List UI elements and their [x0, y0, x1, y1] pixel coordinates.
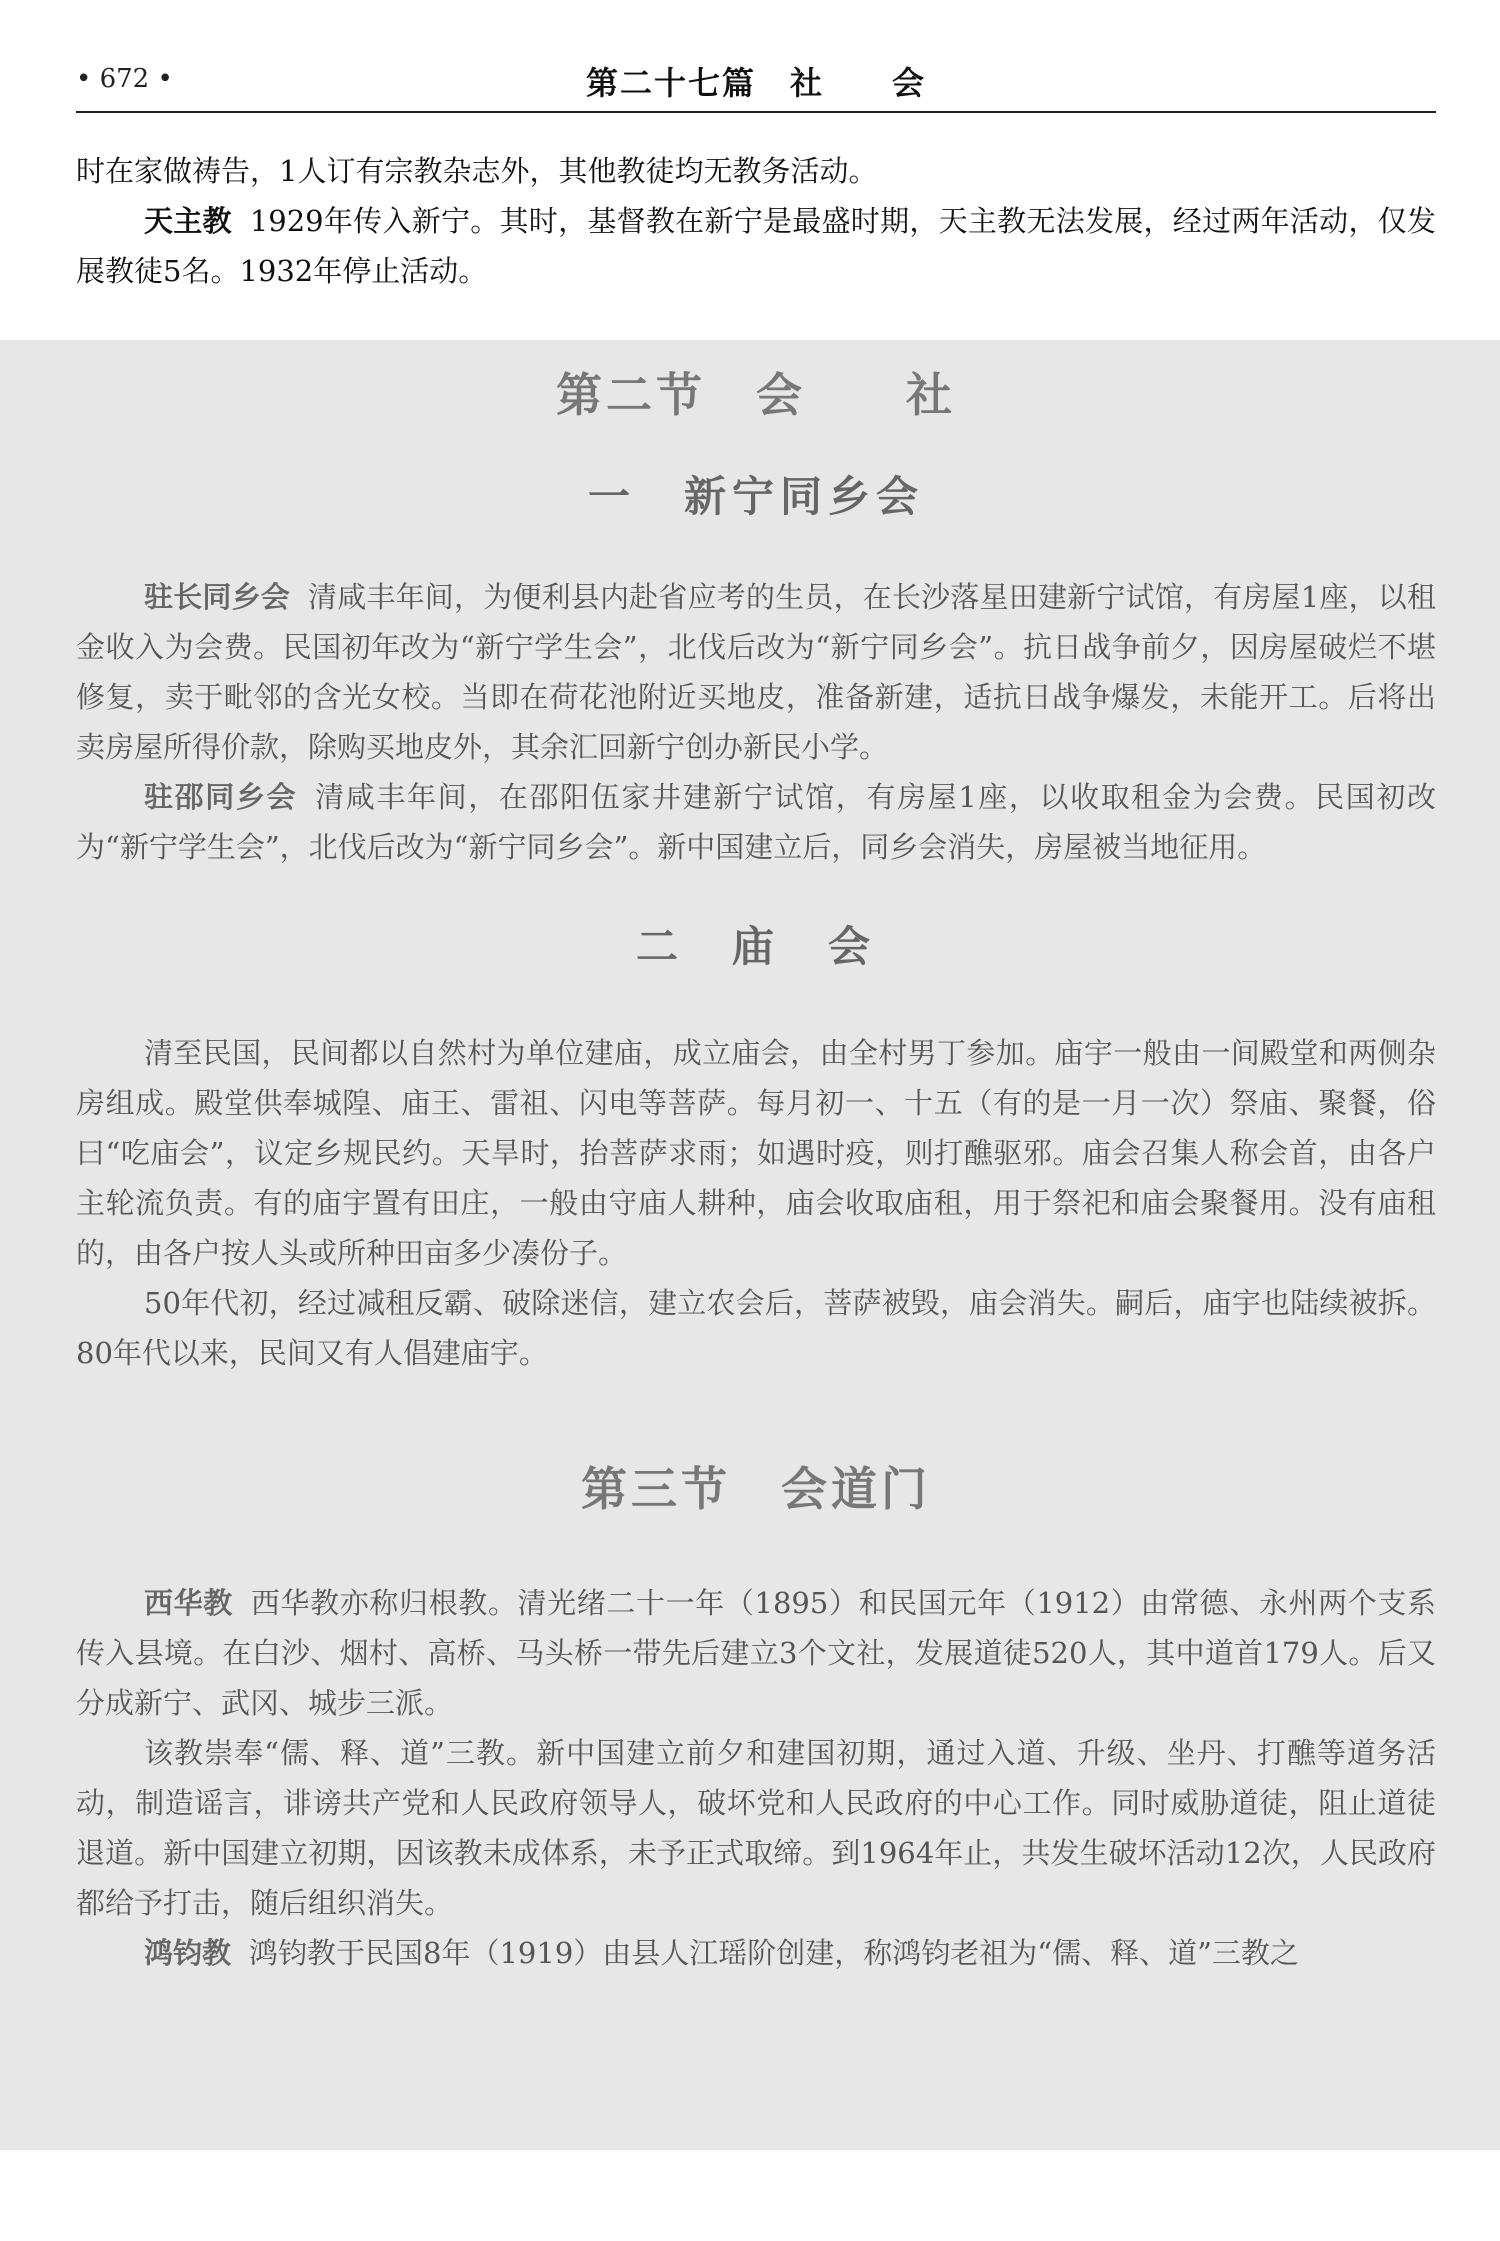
paragraph [76, 1928, 1436, 1978]
subsection-title: 二 庙 会 [635, 922, 876, 971]
paragraph: 时在家做祷告，1人订有宗教杂志外，其他教徒均无教务活动。 [76, 154, 878, 188]
paragraph-text: 1929年传入新宁。其时，基督教在新宁是最盛时期，天主教无法发展，经过两年活动，仅发展教徒5名。1932年停止活动。 [76, 204, 1436, 288]
section-title: 第二节 会 社 [556, 368, 956, 422]
paragraph: 该教崇奉“儒、释、道”三教。新中国建立前夕和建国初期，通过入道、升级、坐丹、打醮等道务活动，制造谣言，诽谤共产党和人民政府领导人，破坏党和人民政府的中心工作。同时威胁道徒，阻止道徒退道。新中国建立初期，因该教未成体系，未予正式取缔。到1964年止，共发生破坏活动12次，人民政府都给予打击，随后组织消失。 [76, 1736, 1436, 1920]
paragraph-text: 清咸丰年间，为便利县内赴省应考的生员，在长沙落星田建新宁试馆，有房屋1座，以租金收入为会费。民国初年改为“新宁学生会”，北伐后改为“新宁同乡会”。抗日战争前夕，因房屋破烂不堪修复，卖于毗邻的含光女校。当即在荷花池附近买地皮，准备新建，适抗日战争爆发，未能开工。后将出卖房屋所得价款，除购买地皮外，其余汇回新宁创办新民小学。 [76, 580, 1436, 764]
running-title: 第二十七篇 社 会 [585, 64, 926, 102]
term-heading: 天主教 [144, 204, 232, 238]
paragraph-text: 清咸丰年间，在邵阳伍家井建新宁试馆，有房屋1座，以收取租金为会费。民国初改为“新宁学生会”，北伐后改为“新宁同乡会”。新中国建立后，同乡会消失，房屋被当地征用。 [76, 780, 1436, 864]
top-text-block [76, 146, 1436, 296]
term-heading: 驻长同乡会 [144, 580, 290, 614]
paragraph-text: 西华教亦称归根教。清光绪二十一年（1895）和民国元年（1912）由常德、永州两个支系传入县境。在白沙、烟村、高桥、马头桥一带先后建立3个文社，发展道徒520人，其中道首179人。后又分成新宁、武冈、城步三派。 [76, 1586, 1436, 1720]
paragraph: 50年代初，经过减租反霸、破除迷信，建立农会后，菩萨被毁，庙会消失。嗣后，庙宇也陆续被拆。80年代以来，民间又有人倡建庙宇。 [76, 1286, 1436, 1370]
section-title: 第三节 会道门 [581, 1462, 931, 1516]
paragraph: 清至民国，民间都以自然村为单位建庙，成立庙会，由全村男丁参加。庙宇一般由一间殿堂和两侧杂房组成。殿堂供奉城隍、庙王、雷祖、闪电等菩萨。每月初一、十五（有的是一月一次）祭庙、聚餐，俗曰“吃庙会”，议定乡规民约。天旱时，抬菩萨求雨；如遇时疫，则打醮驱邪。庙会召集人称会首，由各户主轮流负责。有的庙宇置有田庄，一般由守庙人耕种，庙会收取庙租，用于祭祀和庙会聚餐用。没有庙租的，由各户按人头或所种田亩多少凑份子。 [76, 1036, 1436, 1270]
term-heading: 驻邵同乡会 [144, 780, 298, 814]
paragraph [76, 772, 1436, 872]
page-header [76, 58, 1436, 108]
highlighted-content [76, 340, 1436, 1978]
paragraph-text: 鸿钧教于民国8年（1919）由县人江瑶阶创建，称鸿钧老祖为“儒、释、道”三教之 [249, 1936, 1299, 1970]
subsection-title: 一 新宁同乡会 [587, 472, 924, 521]
header-rule [76, 111, 1436, 113]
paragraph [76, 1578, 1436, 1728]
paragraph [76, 572, 1436, 772]
term-heading: 鸿钧教 [144, 1936, 232, 1970]
term-heading: 西华教 [144, 1586, 233, 1620]
page-number: • 672 • [76, 64, 173, 94]
paragraph [76, 196, 1436, 296]
